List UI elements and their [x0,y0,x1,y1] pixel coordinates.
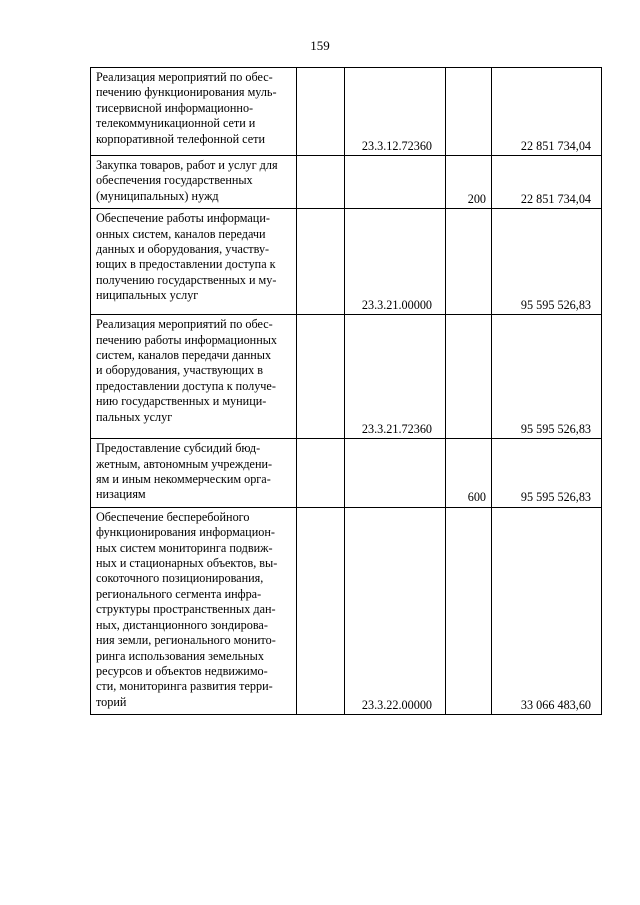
table-row [91,315,602,439]
amount: 22 851 734,04 [492,68,602,156]
budget-table [90,67,602,715]
target-code: 23.3.12.72360 [345,68,446,156]
amount: 95 595 526,83 [492,209,602,315]
amount: 33 066 483,60 [492,507,602,714]
table-row [91,439,602,508]
column-2-cell [297,209,345,315]
amount: 95 595 526,83 [492,315,602,439]
item-name: Предоставление субсидий бюд- жетным, автономным учреждени- ям и иным некоммерческим орга- низациям [91,439,297,508]
table-row [91,507,602,714]
table-row [91,68,602,156]
expense-type [446,209,492,315]
expense-type: 600 [446,439,492,508]
item-name: Обеспечение работы информаци- онных систем, каналов передачи данных и оборудования, участву- ющих в предоставлении доступа к получению государственных и му- ниципальных услуг [91,209,297,315]
target-code [345,439,446,508]
column-2-cell [297,315,345,439]
expense-type: 200 [446,156,492,209]
column-2-cell [297,156,345,209]
target-code [345,156,446,209]
target-code: 23.3.21.72360 [345,315,446,439]
item-name: Реализация мероприятий по обес- печению функционирования муль- тисервисной информационно- телекоммуникационной сети и корпоративной телефонной сети [91,68,297,156]
item-name: Обеспечение бесперебойного функционирования информацион- ных систем мониторинга подвиж- ных и стационарных объектов, вы- сокоточного позиционирования, регионального сегмента инфра- структуры пространственных дан- ных, дистанционного зондирова- ния земли, регионального монито- ринга использования земельных ресурсов и объектов недвижимо- сти, мониторинга развития терри- торий [91,507,297,714]
amount: 95 595 526,83 [492,439,602,508]
table-row [91,156,602,209]
column-2-cell [297,68,345,156]
item-name: Закупка товаров, работ и услуг для обеспечения государственных (муниципальных) нужд [91,156,297,209]
page-number: 159 [310,38,330,53]
column-2-cell [297,439,345,508]
target-code: 23.3.21.00000 [345,209,446,315]
table-row [91,209,602,315]
item-name: Реализация мероприятий по обес- печению работы информационных систем, каналов передачи данных и оборудования, участвующих в предоставлении доступа к получе- нию государственных и муници- пальных услуг [91,315,297,439]
expense-type [446,315,492,439]
expense-type [446,68,492,156]
expense-type [446,507,492,714]
amount: 22 851 734,04 [492,156,602,209]
target-code: 23.3.22.00000 [345,507,446,714]
column-2-cell [297,507,345,714]
